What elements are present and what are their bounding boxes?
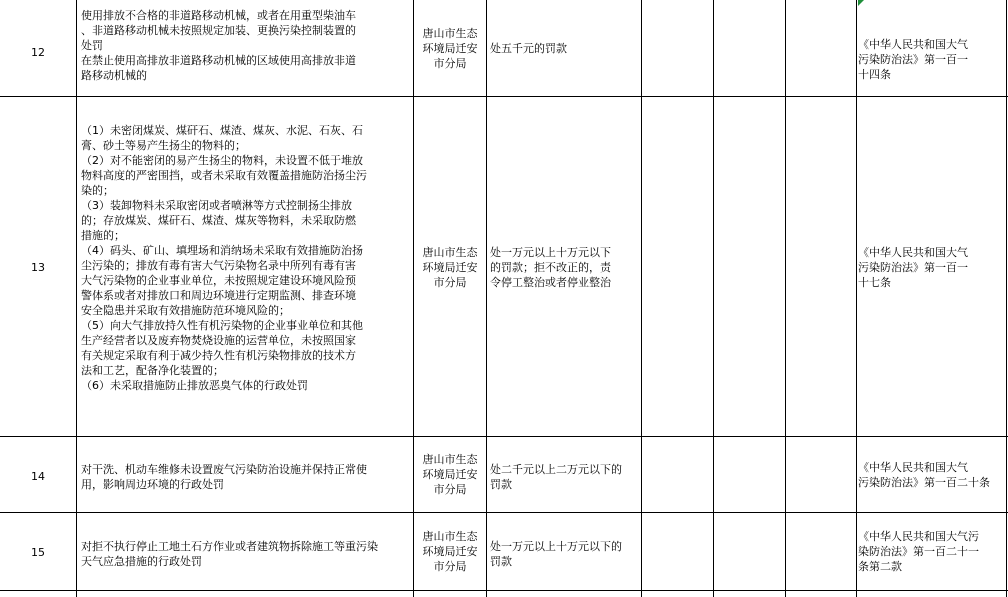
column-divider (1006, 0, 1007, 597)
column-divider (76, 0, 77, 597)
legal-basis-cell[interactable]: 《中华人民共和国大气 污染防治法》第一百一 十四条 (858, 38, 968, 81)
row-divider (0, 590, 1008, 591)
row-number[interactable]: 15 (31, 546, 45, 559)
penalty-cell[interactable]: 处一万元以上十万元以下的 罚款 (490, 540, 622, 568)
row-number[interactable]: 14 (31, 470, 45, 483)
row-divider (0, 512, 1008, 513)
column-divider (413, 0, 414, 597)
legal-basis-cell[interactable]: 《中华人民共和国大气 污染防治法》第一百二十条 (858, 461, 990, 489)
violation-content-cell[interactable]: 对拒不执行停止工地土石方作业或者建筑物拆除施工等重污染 天气应急措施的行政处罚 (81, 540, 378, 568)
authority-cell[interactable]: 唐山市生态 环境局迁安 市分局 (422, 27, 478, 70)
authority-cell[interactable]: 唐山市生态 环境局迁安 市分局 (422, 246, 478, 289)
cell-comment-marker-icon (858, 0, 864, 6)
authority-cell[interactable]: 唐山市生态 环境局迁安 市分局 (422, 453, 478, 496)
penalty-cell[interactable]: 处一万元以上十万元以下 的罚款；拒不改正的，责 令停工整治或者停业整治 (490, 246, 611, 289)
row-number[interactable]: 12 (31, 46, 45, 59)
row-divider (0, 436, 1008, 437)
violation-content-cell[interactable]: （1）未密闭煤炭、煤矸石、煤渣、煤灰、水泥、石灰、石 膏、砂土等易产生扬尘的物料的； （2）对不能密闭的易产生扬尘的物料，未设置不低于堆放 物料高度的严密围挡，或者未采取有效覆盖措施防治扬尘污 染的； （3）装卸物料未采取密闭或者喷淋等方式控制扬尘排放 的；存放煤炭、煤矸石、煤渣、煤灰等物料，未采取防燃 措施的； （4）码头、矿山、填埋场和消纳场未采取有效措施防治扬 尘污染的；排放有毒有害大气污染物名录中所列有毒有害 大气污染物的企业事业单位，未按照规定建设环境风险预 警体系或者对排放口和周边环境进行定期监测、排查环境 安全隐患并采取有效措施防范环境风险的； （5）向大气排放持久性有机污染物的企业事业单位和其他 生产经营者以及废弃物焚烧设施的运营单位，未按照国家 有关规定采取有利于减少持久性有机污染物排放的技术方 法和工艺，配备净化装置的； （6）未采取措施防止排放恶臭气体的行政处罚 (81, 124, 367, 392)
column-divider (856, 0, 857, 597)
authority-cell[interactable]: 唐山市生态 环境局迁安 市分局 (422, 530, 478, 573)
row-divider (0, 96, 1008, 97)
column-divider (713, 0, 714, 597)
column-divider (641, 0, 642, 597)
column-divider (486, 0, 487, 597)
legal-basis-cell[interactable]: 《中华人民共和国大气污 染防治法》第一百二十一 条第二款 (858, 530, 979, 573)
legal-basis-cell[interactable]: 《中华人民共和国大气 污染防治法》第一百一 十七条 (858, 246, 968, 289)
penalty-cell[interactable]: 处五千元的罚款 (490, 42, 567, 55)
row-number[interactable]: 13 (31, 261, 45, 274)
penalty-cell[interactable]: 处二千元以上二万元以下的 罚款 (490, 463, 622, 491)
violation-content-cell[interactable]: 使用排放不合格的非道路移动机械，或者在用重型柴油车 、非道路移动机械未按照规定加装、更换污染控制装置的 处罚 在禁止使用高排放非道路移动机械的区域使用高排放非道 路移动机械的 (81, 9, 356, 82)
violation-content-cell[interactable]: 对干洗、机动车维修未设置废气污染防治设施并保持正常使 用，影响周边环境的行政处罚 (81, 463, 367, 491)
column-divider (785, 0, 786, 597)
